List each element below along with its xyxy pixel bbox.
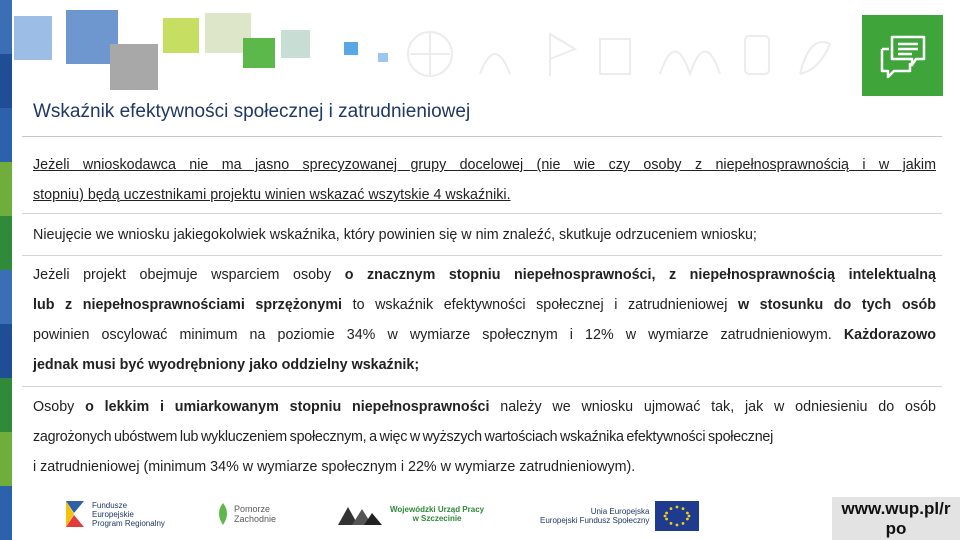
logo-wup [336, 501, 484, 527]
decor-square [110, 44, 158, 90]
website-url[interactable]: www.wup.pl/r po [832, 497, 960, 540]
decor-square [163, 18, 199, 53]
text-run-bold: o lekkim i umiarkowanym stopniu niepełnosprawności [85, 399, 490, 415]
slide-title: Wskaźnik efektywności społecznej i zatrudnieniowej [33, 101, 471, 122]
logo-pomorze-text: Pomorze Zachodnie [234, 504, 277, 524]
logo-fundusze-europejskie [64, 499, 165, 529]
paragraph-1-line-1: Jeżeli wnioskodawca nie ma jasno sprecyzowanej grupy docelowej (nie wie czy osoby z niepełnosprawnością i w jakim [33, 157, 936, 173]
logo-wup-text: Wojewódzki Urząd Pracy w Szczecinie [390, 505, 485, 523]
paragraph-3-line-3 [33, 327, 936, 343]
logo-fe-text: Fundusze Europejskie Program Regionalny [92, 500, 165, 528]
left-color-bar [0, 0, 12, 540]
paragraph-4-line-3: i zatrudnieniowej (minimum 34% w wymiarze społecznym i 22% w wymiarze zatrudnieniowym). [33, 459, 636, 475]
background-line-icons [400, 14, 840, 94]
paragraph-3-line-4: jednak musi być wyodrębniony jako oddzielny wskaźnik; [33, 357, 420, 373]
pomorze-leaf-icon [215, 501, 231, 527]
logo-unia-europejska [540, 501, 699, 531]
text-run: Jeżeli projekt obejmuje wsparciem osoby [33, 267, 345, 283]
decor-square [14, 16, 52, 60]
text-run: powinien oscylować minimum na poziomie 34% w wymiarze społecznym i 12% w wymiarze zatrudnieniowym. [33, 327, 844, 343]
paragraph-3-line-1 [33, 267, 936, 283]
text-run-bold: w stosunku do tych osób [737, 297, 936, 313]
decor-square [344, 42, 358, 55]
text-run: to wskaźnik efektywności społecznej i zatrudnieniowej [342, 297, 738, 313]
text-run: należy we wniosku ujmować tak, jak w odniesieniu do osób [489, 399, 937, 415]
section-divider [22, 386, 942, 387]
paragraph-4-line-1 [33, 399, 936, 415]
logo-ue-text: Unia Europejska Europejski Fundusz Społeczny [540, 507, 650, 525]
speech-bubbles-icon-box [862, 15, 943, 96]
text-run-bold: lub z niepełnosprawnościami sprzężonymi [33, 297, 343, 313]
decor-square [281, 30, 310, 58]
section-divider [22, 255, 942, 256]
decor-square [243, 38, 275, 68]
paragraph-1-line-2: stopniu) będą uczestnikami projektu winien wskazać wszytskie 4 wskaźniki. [33, 187, 511, 203]
section-divider [22, 213, 942, 214]
decor-square [378, 53, 388, 62]
speech-bubbles-icon [876, 31, 930, 81]
text-run-bold: Każdorazowo [843, 327, 936, 343]
paragraph-2-line-1: Nieujęcie we wniosku jakiegokolwiek wskaźnika, który powinien się w nim znaleźć, skutkuje odrzuceniem wniosku; [33, 227, 757, 243]
title-divider [22, 136, 942, 137]
wup-blocks-icon [336, 501, 384, 527]
paragraph-3-line-2 [33, 297, 936, 313]
text-run: Osoby [33, 399, 86, 415]
text-run-bold: o znacznym stopniu niepełnosprawności, z niepełnosprawnością intelektualną [344, 267, 936, 283]
logo-pomorze-zachodnie [215, 501, 276, 527]
eu-flag-icon [655, 501, 699, 531]
footer-logos [0, 495, 960, 540]
fe-flag-icon [64, 499, 88, 529]
paragraph-4-line-2: zagrożonych ubóstwem lub wykluczeniem społecznym, a więc w wyższych wartościach wskaźnika efektywności społecznej [33, 429, 774, 445]
